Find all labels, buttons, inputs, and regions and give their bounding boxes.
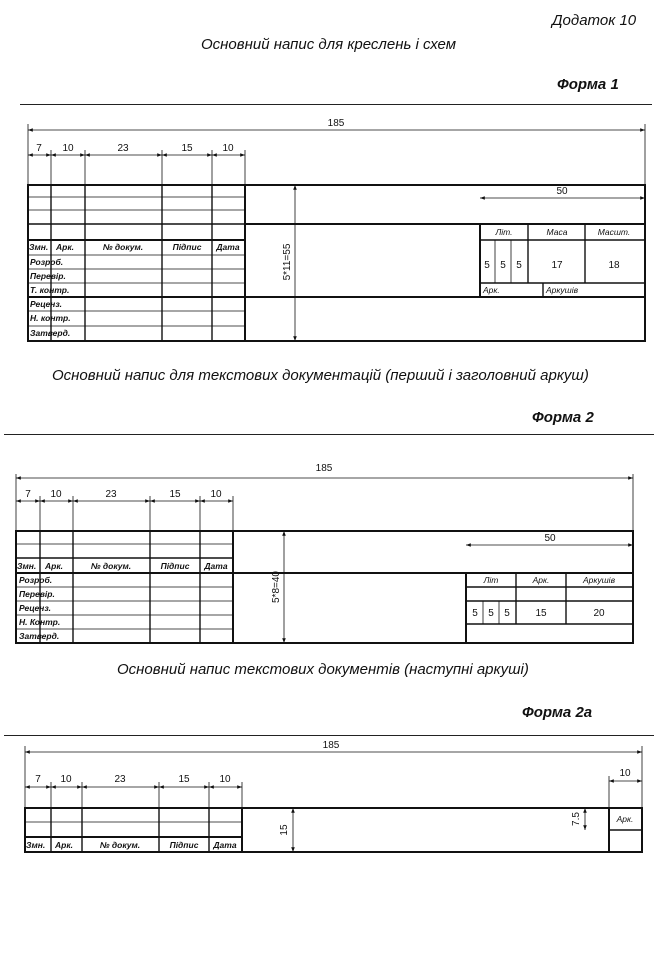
- forma1-label: Форма 1: [557, 76, 619, 93]
- dim-col: 7: [25, 489, 31, 500]
- header-cell: Арк.: [56, 242, 75, 252]
- header-cell: № докум.: [102, 242, 144, 252]
- dim-col: 10: [62, 143, 74, 154]
- row-label: Розроб.: [30, 257, 64, 267]
- dim-col: 10: [60, 774, 72, 785]
- dim-col: 23: [105, 489, 117, 500]
- row-label: Перевір.: [30, 271, 66, 281]
- dim-right: 10: [619, 768, 631, 779]
- right-value: 5: [488, 608, 494, 619]
- dim-total: 185: [327, 118, 345, 129]
- dim-sub: 7.5: [571, 812, 582, 826]
- header-cell: Підпис: [160, 561, 190, 571]
- row-label: Затверд.: [19, 631, 60, 641]
- dim-col: 7: [36, 143, 42, 154]
- header-cell: Змн.: [17, 561, 37, 571]
- header-cell: Підпис: [172, 242, 202, 252]
- right-header: Літ: [483, 575, 499, 585]
- dim-col: 10: [222, 143, 234, 154]
- right-value: 5: [484, 260, 490, 271]
- dim-height: 15: [279, 824, 290, 836]
- dim-col: 7: [35, 774, 41, 785]
- dim-col: 10: [210, 489, 222, 500]
- dim-col: 15: [181, 143, 193, 154]
- row-label: Т. контр.: [30, 285, 70, 295]
- dim-col: 15: [169, 489, 181, 500]
- appendix-label: Додаток 10: [552, 12, 637, 29]
- right-value: 17: [551, 260, 563, 271]
- right-value: 20: [593, 608, 605, 619]
- header-cell: Підпис: [169, 840, 199, 850]
- right-value: 5: [472, 608, 478, 619]
- forma2a-caption: Основний напис текстових документів (наступні аркуші): [117, 661, 529, 678]
- right-value: 18: [608, 260, 620, 271]
- row-label: Перевір.: [19, 589, 55, 599]
- right-bottom: Арк.: [483, 285, 500, 295]
- right-value: 5: [500, 260, 506, 271]
- right-value: 5: [504, 608, 510, 619]
- dim-right: 50: [544, 533, 556, 544]
- forma2a-title-block: [25, 746, 642, 852]
- header-cell: № докум.: [90, 561, 132, 571]
- forma2-label: Форма 2: [532, 409, 594, 426]
- right-header: Маса: [546, 227, 568, 237]
- header-cell: № докум.: [99, 840, 141, 850]
- dim-height: 5*11=55: [282, 243, 293, 281]
- dim-height: 5*8=40: [271, 571, 282, 603]
- header-cell: Дата: [216, 242, 240, 252]
- row-label: Н. контр.: [30, 313, 71, 323]
- dim-right: 50: [556, 186, 568, 197]
- right-header: Аркушів: [582, 575, 616, 585]
- row-label: Реценз.: [19, 603, 52, 613]
- forma2a-labels: [26, 740, 633, 850]
- header-cell: Арк.: [55, 840, 74, 850]
- right-bottom: Аркушів: [546, 285, 579, 295]
- dim-total: 185: [315, 463, 333, 474]
- forma2-caption: Основний напис для текстових документацій (перший і заголовний аркуш): [52, 367, 589, 384]
- right-header: Літ.: [495, 227, 513, 237]
- right-header: Масшт.: [597, 227, 631, 237]
- forma2a-label: Форма 2а: [522, 704, 593, 721]
- row-label: Розроб.: [19, 575, 53, 585]
- row-label: Реценз.: [30, 299, 63, 309]
- row-label: Н. Контр.: [19, 617, 61, 627]
- dim-total: 185: [322, 740, 340, 751]
- header-cell: Дата: [213, 840, 237, 850]
- header-cell: Арк.: [45, 561, 64, 571]
- forma1-labels: [29, 118, 630, 338]
- dim-col: 15: [178, 774, 190, 785]
- header-cell: Змн.: [26, 840, 46, 850]
- dim-col: 10: [219, 774, 231, 785]
- forma1-caption: Основний напис для креслень і схем: [201, 36, 456, 53]
- header-cell: Змн.: [29, 242, 49, 252]
- right-header: Арк.: [532, 575, 550, 585]
- dim-col: 23: [117, 143, 129, 154]
- dim-col: 10: [50, 489, 62, 500]
- sheet-label: Арк.: [616, 814, 634, 824]
- right-value: 5: [516, 260, 522, 271]
- dim-col: 23: [114, 774, 126, 785]
- row-label: Затверд.: [30, 328, 71, 338]
- header-cell: Дата: [204, 561, 228, 571]
- right-value: 15: [535, 608, 547, 619]
- forma2-labels: [17, 463, 616, 641]
